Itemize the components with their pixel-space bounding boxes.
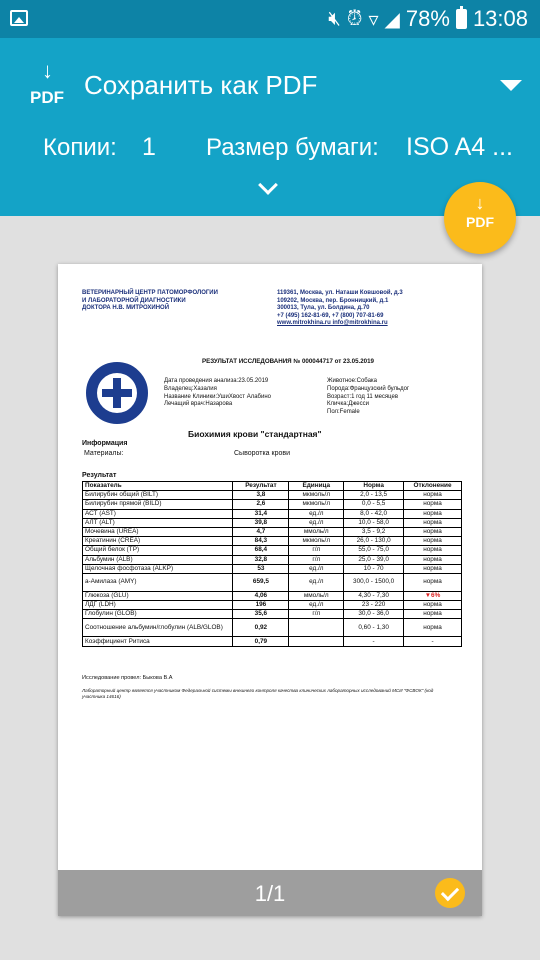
cell-deviation: ▼6% [404,591,462,600]
cell-unit [289,619,344,637]
cell-result: 4,06 [233,591,289,600]
table-row [83,555,462,564]
cell-norm: 300,0 - 1500,0 [344,573,404,591]
cell-result: 39,8 [233,518,289,527]
cell-norm: 10,0 - 58,0 [344,518,404,527]
copies-label: Копии: [43,134,117,161]
org-links: www.mitrokhina.ru info@mitrokhina.ru [277,320,388,326]
table-row [83,491,462,500]
col-deviation: Отклонение [404,482,462,491]
chevron-down-icon[interactable] [500,80,522,91]
table-row [83,500,462,509]
page-preview[interactable] [58,264,482,916]
clinic-logo [86,362,148,424]
cell-deviation: норма [404,500,462,509]
cell-parameter: Билирубин общий (BILT) [83,491,233,500]
cell-parameter: Щелочная фосфотаза (ALKP) [83,564,233,573]
result-title: РЕЗУЛЬТАТ ИССЛЕДОВАНИЯ № 000044717 от 23.05.2019 [202,358,374,365]
status-icons [328,6,528,32]
animal-info: Животное:Собака Порода:Французский бульдог Возраст:1 год 11 месяцев Кличка:Джесси Пол:Female [327,378,410,416]
cell-result: 35,6 [233,610,289,619]
cell-unit: ед./л [289,518,344,527]
col-result: Результат [233,482,289,491]
cell-deviation: норма [404,555,462,564]
cell-result: 53 [233,564,289,573]
table-row [83,591,462,600]
cell-unit: мкмоль/л [289,537,344,546]
cell-norm: 0,0 - 5,5 [344,500,404,509]
cell-deviation: норма [404,601,462,610]
page-number: 1/1 [254,881,286,906]
footnote: Лабораторный центр является участником Федеральной системы внешнего контроля качества клинических лабораторных исследований МСИ "ФСВОК" (код участника 14616) [82,688,434,699]
cell-parameter: а-Амилаза (AMY) [83,573,233,591]
cell-deviation: норма [404,619,462,637]
cell-norm: 26,0 - 130,0 [344,537,404,546]
cell-unit: ед./л [289,573,344,591]
table-header-row [83,482,462,491]
page-bar [58,870,482,916]
cell-unit: ед./л [289,509,344,518]
mute-icon: 🔇︎ [328,7,341,30]
table-row [83,509,462,518]
cell-norm: 4,30 - 7,30 [344,591,404,600]
table-row [83,637,462,646]
table-row [83,518,462,527]
cell-unit: ед./л [289,564,344,573]
cell-deviation: норма [404,518,462,527]
cell-unit: ед./л [289,601,344,610]
paper-size-value[interactable]: ISO A4 ... [406,133,513,161]
cell-result: 659,5 [233,573,289,591]
section-title: Биохимия крови "стандартная" [188,429,322,439]
cell-parameter: АЛТ (ALT) [83,518,233,527]
save-pdf-button[interactable]: ↓ PDF [444,182,516,254]
cell-unit [289,637,344,646]
table-row [83,619,462,637]
cell-norm: 3,5 - 9,2 [344,527,404,536]
cell-parameter: АСТ (AST) [83,509,233,518]
table-row [83,601,462,610]
cell-deviation: норма [404,573,462,591]
cell-parameter: Альбумин (ALB) [83,555,233,564]
cell-unit: мкмоль/л [289,500,344,509]
cell-norm: 2,0 - 13,5 [344,491,404,500]
cell-parameter: Общий белок (TP) [83,546,233,555]
cell-norm: 10 - 70 [344,564,404,573]
result-heading: Результат [82,472,117,479]
gallery-icon [10,10,28,26]
clock: 13:08 [472,6,528,31]
cell-unit: г/л [289,555,344,564]
table-row [83,564,462,573]
cell-norm: - [344,637,404,646]
table-row [83,546,462,555]
document-content [58,264,482,870]
cell-result: 84,3 [233,537,289,546]
cell-parameter: Соотношение альбумин/глобулин (ALB/GLOB) [83,619,233,637]
cell-deviation: норма [404,491,462,500]
cell-parameter: Мочевина (UREA) [83,527,233,536]
cell-deviation: - [404,637,462,646]
cell-result: 196 [233,601,289,610]
cell-result: 0,79 [233,637,289,646]
table-row [83,537,462,546]
cell-result: 2,6 [233,500,289,509]
cell-unit: ммоль/л [289,591,344,600]
battery-percent: 78% [405,6,450,31]
cell-deviation: норма [404,610,462,619]
copies-value[interactable]: 1 [142,133,156,161]
cell-deviation: норма [404,546,462,555]
cell-result: 68,4 [233,546,289,555]
cell-parameter: Креатинин (CREA) [83,537,233,546]
cell-norm: 0,60 - 1,30 [344,619,404,637]
expand-options-icon[interactable] [258,175,278,195]
cell-unit: г/л [289,610,344,619]
org-name: ВЕТЕРИНАРНЫЙ ЦЕНТР ПАТОМОРФОЛОГИИ И ЛАБОРАТОРНОЙ ДИАГНОСТИКИ ДОКТОРА Н.В. МИТРОХИНОЙ [82,290,218,311]
status-bar [0,0,540,38]
cell-unit: ммоль/л [289,527,344,536]
col-unit: Единица [289,482,344,491]
table-row [83,527,462,536]
cell-deviation: норма [404,527,462,536]
pdf-download-icon: ↓ PDF [30,58,64,107]
col-parameter: Показатель [83,482,233,491]
cell-unit: мкмоль/л [289,491,344,500]
cell-parameter: Глобулин (GLOB) [83,610,233,619]
col-norm: Норма [344,482,404,491]
cell-result: 3,8 [233,491,289,500]
materials-label: Материалы: [84,450,124,457]
results-table [82,481,462,647]
cell-result: 32,8 [233,555,289,564]
cell-result: 31,4 [233,509,289,518]
table-row [83,610,462,619]
battery-icon [456,9,467,29]
cell-result: 4,7 [233,527,289,536]
cell-norm: 8,0 - 42,0 [344,509,404,518]
cell-parameter: Билирубин прямой (BILD) [83,500,233,509]
signal-icon: ◢ [384,8,400,31]
cell-norm: 30,0 - 36,0 [344,610,404,619]
download-icon: ↓ [475,193,485,213]
cell-deviation: норма [404,509,462,518]
cell-norm: 55,0 - 75,0 [344,546,404,555]
alarm-icon: ⏰︎ [346,7,363,30]
cell-parameter: ЛДГ (LDH) [83,601,233,610]
info-heading: Информация [82,440,128,447]
cell-norm: 23 - 220 [344,601,404,610]
table-row [83,573,462,591]
cell-deviation: норма [404,564,462,573]
page-selected-check-icon[interactable] [435,878,465,908]
cell-deviation: норма [404,537,462,546]
cell-parameter: Глюкоза (GLU) [83,591,233,600]
printer-select[interactable]: Сохранить как PDF [84,70,318,100]
paper-size-label: Размер бумаги: [206,134,379,161]
performed-by: Исследование провел: Быкова В.А [82,675,173,681]
org-address: 119361, Москва, ул. Наташи Ковшовой, д.3 109202, Москва, пер. Бронницкий, д.1 300013, Тула, ул. Болдина, д.70 +7 (495) 162-81-69, +7 (800) 707-81-69 www.mitrokhina.ru info@mitrokhina.ru [277,290,467,328]
cell-result: 0,92 [233,619,289,637]
cell-parameter: Коэффициент Ритиса [83,637,233,646]
cell-unit: г/л [289,546,344,555]
cell-norm: 25,0 - 39,0 [344,555,404,564]
wifi-icon: ▿ [368,8,379,31]
visit-info: Дата проведения анализа:23.05.2019 Владелец:Хазалия Название Клиники:УшиХвост Алабино Лечащий врач:Назарова [164,378,271,408]
materials-value: Сыворотка крови [234,450,290,457]
